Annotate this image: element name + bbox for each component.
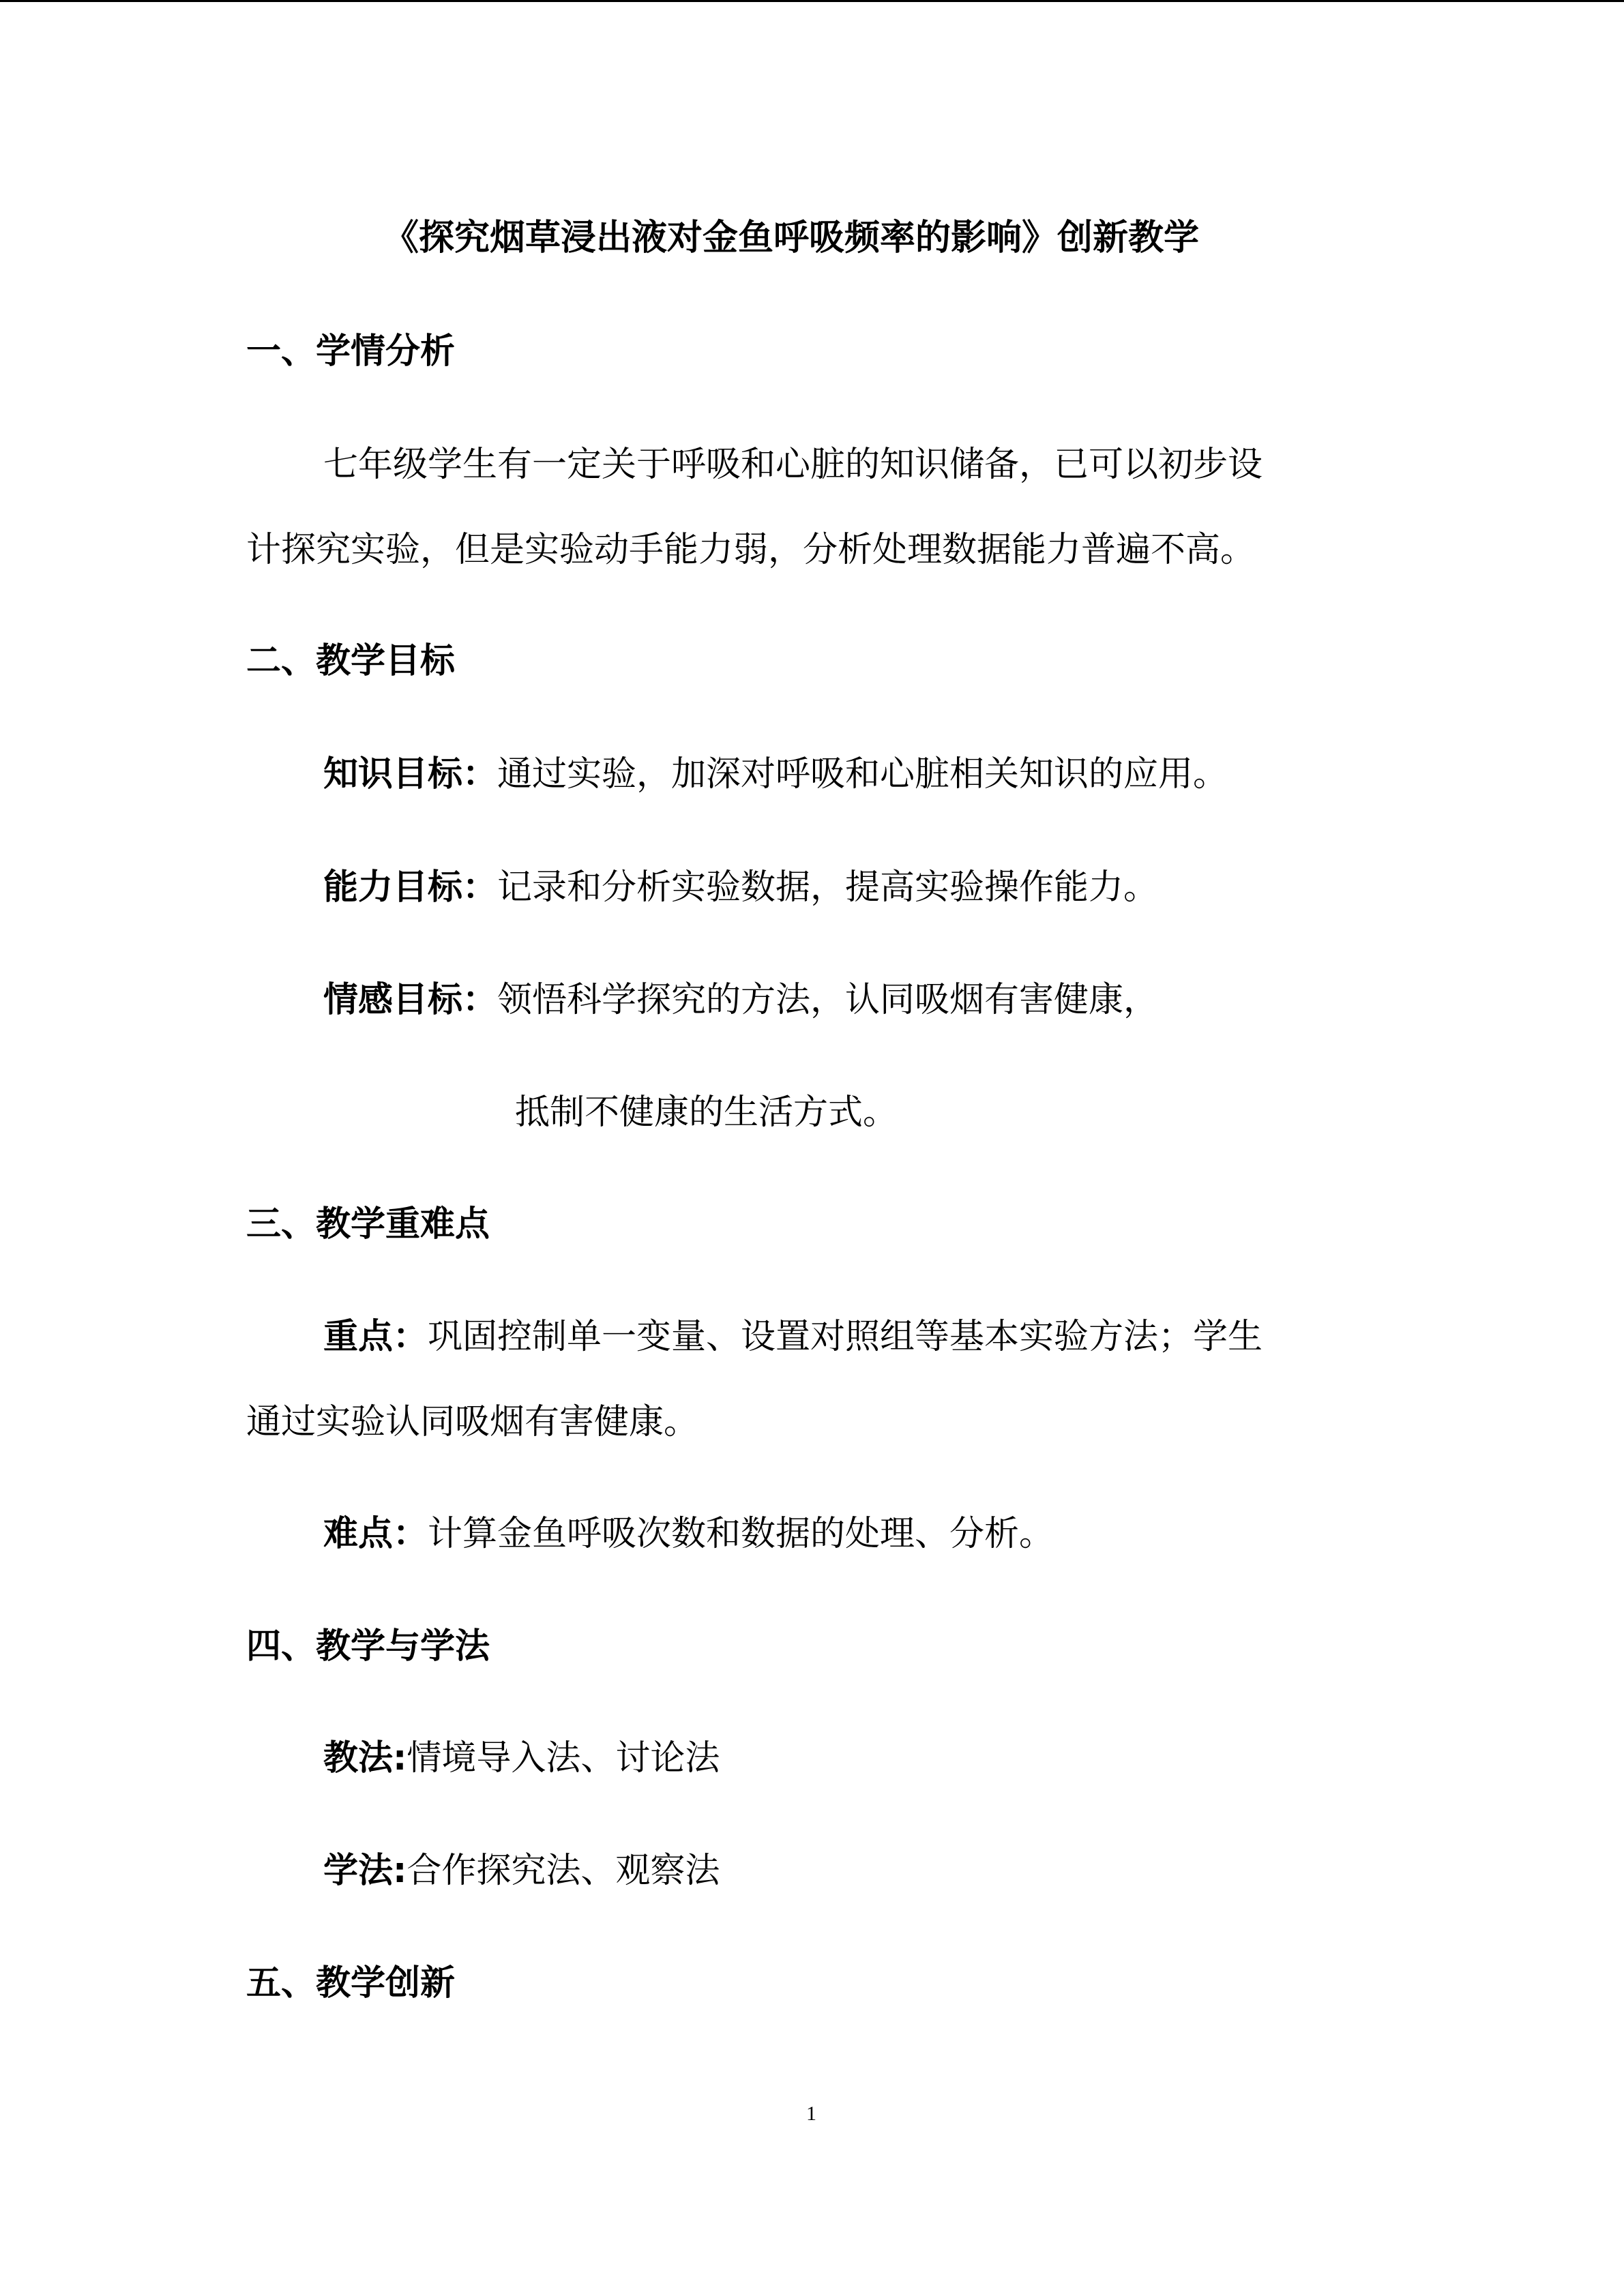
key-point-label: 重点： xyxy=(323,1317,428,1357)
section-heading-key-difficult-points: 三、教学重难点 xyxy=(246,1204,490,1244)
ability-objective xyxy=(323,866,1158,910)
difficult-point xyxy=(323,1512,1054,1556)
emotion-objective-text-line-1: 领悟科学探究的方法，认同吸烟有害健康， xyxy=(497,980,1159,1020)
ability-objective-label: 能力目标： xyxy=(323,867,498,908)
section-heading-methods: 四、教学与学法 xyxy=(246,1626,490,1667)
emotion-objective-label: 情感目标： xyxy=(323,980,498,1020)
key-point-text-line-1: 巩固控制单一变量、设置对照组等基本实验方法；学生 xyxy=(428,1317,1263,1357)
section-heading-teaching-innovation: 五、教学创新 xyxy=(246,1963,456,2003)
knowledge-objective-text: 通过实验，加深对呼吸和心脏相关知识的应用。 xyxy=(497,754,1228,794)
difficult-point-label: 难点： xyxy=(323,1514,428,1554)
section-heading-learner-analysis: 一、学情分析 xyxy=(246,331,456,372)
page-number: 1 xyxy=(806,2102,816,2125)
knowledge-objective-label: 知识目标： xyxy=(323,754,498,794)
teaching-method xyxy=(323,1737,720,1780)
teaching-method-label: 教法: xyxy=(323,1738,407,1778)
document-title: 《探究烟草浸出液对金鱼呼吸频率的影响》创新教学 xyxy=(383,218,1200,258)
key-point xyxy=(323,1315,1263,1359)
emotion-objective-text-line-2: 抵制不健康的生活方式。 xyxy=(515,1092,898,1133)
learner-analysis-paragraph-line-1: 七年级学生有一定关于呼吸和心脏的知识储备，已可以初步设 xyxy=(323,445,1263,485)
ability-objective-text: 记录和分析实验数据，提高实验操作能力。 xyxy=(497,867,1159,908)
knowledge-objective xyxy=(323,753,1228,796)
difficult-point-text: 计算金鱼呼吸次数和数据的处理、分析。 xyxy=(428,1514,1054,1554)
learner-analysis-paragraph-line-2: 计探究实验，但是实验动手能力弱，分析处理数据能力普遍不高。 xyxy=(246,530,1256,570)
learning-method-text: 合作探究法、观察法 xyxy=(407,1851,720,1891)
key-point-text-line-2: 通过实验认同吸烟有害健康。 xyxy=(246,1402,699,1442)
teaching-method-text: 情境导入法、讨论法 xyxy=(407,1738,720,1778)
learning-method-label: 学法: xyxy=(323,1851,407,1891)
emotion-objective xyxy=(323,979,1158,1022)
learning-method xyxy=(323,1849,720,1893)
section-heading-teaching-objectives: 二、教学目标 xyxy=(246,641,456,681)
